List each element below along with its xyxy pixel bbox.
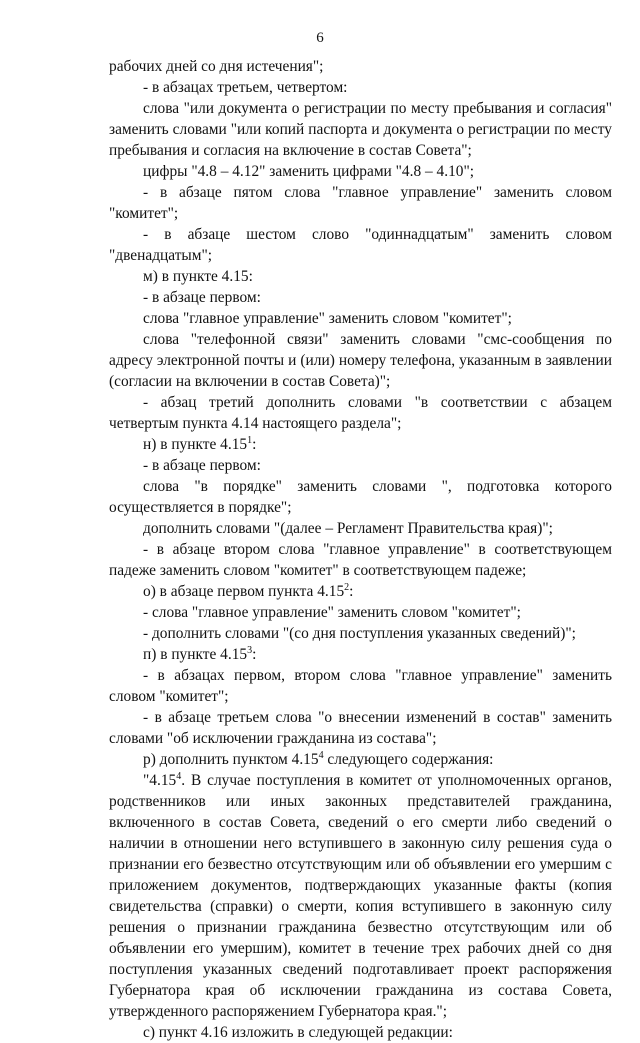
paragraph xyxy=(109,476,612,518)
superscript: 2 xyxy=(344,581,350,593)
superscript: 4 xyxy=(176,770,182,782)
text-run: следующего содержания: xyxy=(323,751,494,768)
text-run: - в абзаце шестом слово "одиннадцатым" заменить словом "двенадцатым"; xyxy=(109,226,612,264)
text-run: о) в абзаце первом пункта 4.15 xyxy=(143,583,345,600)
paragraph xyxy=(109,518,612,539)
text-run: : xyxy=(252,436,257,453)
paragraph xyxy=(109,392,612,434)
text-run: п) в пункте 4.15 xyxy=(143,646,248,663)
paragraph xyxy=(109,56,612,77)
text-run: - в абзацах третьем, четвертом: xyxy=(143,79,348,96)
paragraph xyxy=(109,770,612,1022)
text-run: - в абзаце третьем слова "о внесении изменений в состав" заменить словами "об исключении гражданина из состава"; xyxy=(109,709,612,747)
paragraph xyxy=(109,266,612,287)
document-body xyxy=(109,56,612,1043)
text-run: н) в пункте 4.15 xyxy=(143,436,248,453)
text-run: - слова "главное управление" заменить словом "комитет"; xyxy=(143,604,521,621)
paragraph xyxy=(109,308,612,329)
paragraph xyxy=(109,707,612,749)
text-run: м) в пункте 4.15: xyxy=(143,268,253,285)
paragraph xyxy=(109,623,612,644)
paragraph xyxy=(109,161,612,182)
superscript: 4 xyxy=(318,749,324,761)
text-run: - в абзаце первом: xyxy=(143,457,261,474)
text-run: - в абзаце втором слова "главное управление" в соответствующем падеже заменить словом "комитет" в соответствующем падеже; xyxy=(109,541,612,579)
page-number: 6 xyxy=(316,30,324,46)
paragraph xyxy=(109,455,612,476)
text-run: рабочих дней со дня истечения"; xyxy=(109,58,324,75)
text-run: - дополнить словами "(со дня поступления указанных сведений)"; xyxy=(143,625,576,642)
text-run: р) дополнить пунктом 4.15 xyxy=(143,751,319,768)
paragraph xyxy=(109,644,612,665)
paragraph xyxy=(109,581,612,602)
paragraph xyxy=(109,77,612,98)
text-run: слова "или документа о регистрации по месту пребывания и согласия" заменить словами "или копий паспорта и документа о регистрации по месту пребывания и согласия на включение в состав Совета"; xyxy=(109,100,612,159)
paragraph xyxy=(109,329,612,392)
text-run: с) пункт 4.16 изложить в следующей редакции: xyxy=(143,1024,453,1041)
text-run: - в абзаце первом: xyxy=(143,289,261,306)
text-run: : xyxy=(252,646,257,663)
paragraph xyxy=(109,224,612,266)
text-run: - абзац третий дополнить словами "в соответствии с абзацем четвертым пункта 4.14 настоящего раздела"; xyxy=(109,394,612,432)
paragraph xyxy=(109,1022,612,1043)
paragraph xyxy=(109,434,612,455)
text-run: дополнить словами "(далее – Регламент Правительства края)"; xyxy=(143,520,553,537)
paragraph xyxy=(109,665,612,707)
text-run: "4.15 xyxy=(143,772,177,789)
text-run: : xyxy=(349,583,354,600)
text-run: слова "в порядке" заменить словами ", подготовка которого осуществляется в порядке"; xyxy=(109,478,612,516)
text-run: слова "главное управление" заменить словом "комитет"; xyxy=(143,310,512,327)
text-run: слова "телефонной связи" заменить словами "смс-сообщения по адресу электронной почты и (или) номеру телефона, указанным в заявлении (согласии на включении в состав Совета)"; xyxy=(109,331,612,390)
paragraph xyxy=(109,98,612,161)
text-run: цифры "4.8 – 4.12" заменить цифрами "4.8 – 4.10"; xyxy=(143,163,475,180)
superscript: 3 xyxy=(247,644,253,656)
paragraph xyxy=(109,287,612,308)
paragraph xyxy=(109,539,612,581)
text-run: . В случае поступления в комитет от уполномоченных органов, родственников или иных законных представителей гражданина, включенного в состав Совета, сведений о его смерти либо сведений о наличии в отношении него вступившего в законную силу решения суда о признании его безвестно отсутствующим или об объявлении его умершим с приложением документов, подтверждающих указанные факты (копия свидетельства (справки) о смерти, копия вступившего в законную силу решения о признании гражданина безвестно отсутствующим или об объявлении его умершим), комитет в течение трех рабочих дней со дня поступления указанных сведений подготавливает проект распоряжения Губернатора края об исключении гражданина из состава Совета, утвержденного распоряжением Губернатора края."; xyxy=(109,772,612,1020)
text-run: - в абзаце пятом слова "главное управление" заменить словом "комитет"; xyxy=(109,184,612,222)
paragraph xyxy=(109,602,612,623)
superscript: 1 xyxy=(247,434,253,446)
paragraph xyxy=(109,182,612,224)
paragraph xyxy=(109,749,612,770)
text-run: - в абзацах первом, втором слова "главное управление" заменить словом "комитет"; xyxy=(109,667,612,705)
